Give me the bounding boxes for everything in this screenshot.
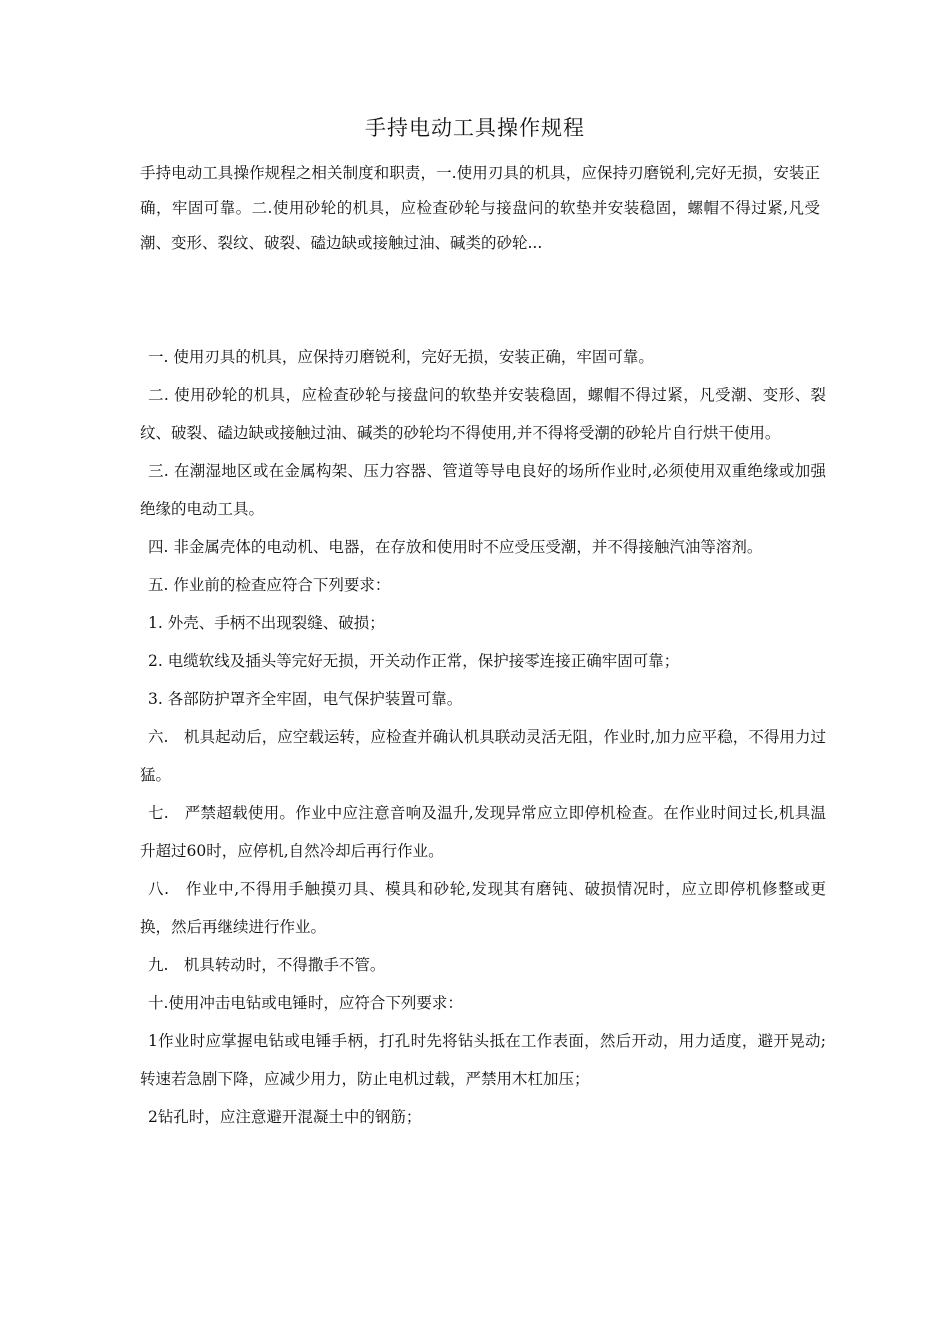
document-summary: 手持电动工具操作规程之相关制度和职责，一.使用刃具的机具，应保持刃磨锐利,完好无损，安装正确，牢固可靠。二.使用砂轮的机具，应检查砂轮与接盘问的软垫并安装稳固，螺帽不得过紧,凡受潮、变形、裂纹、破裂、磕边缺或接触过油、碱类的砂轮...: [140, 164, 820, 252]
paragraph-5-item-2: 2. 电缆软线及插头等完好无损，开关动作正常，保护接零连接正确牢固可靠；: [148, 652, 680, 670]
paragraph-1: 一. 使用刃具的机具，应保持刃磨锐利，完好无损，安装正确，牢固可靠。: [148, 348, 654, 366]
paragraph-5-item-3: 3. 各部防护罩齐全牢固，电气保护装置可靠。: [148, 690, 463, 708]
paragraph-9: 九. 机具转动时，不得撒手不管。: [148, 956, 386, 974]
paragraph-6: 六. 机具起动后，应空载运转，应检查并确认机具联动灵活无阻，作业时,加力应平稳，不得用力过猛。: [140, 728, 826, 784]
document-body: [140, 338, 826, 1136]
document-title: 手持电动工具操作规程: [365, 116, 585, 140]
paragraph-5-item-1: 1. 外壳、手柄不出现裂缝、破损；: [148, 614, 385, 632]
paragraph-10-item-1: 1作业时应掌握电钻或电锤手柄，打孔时先将钻头抵在工作表面，然后开动，用力适度，避开晃动;转速若急剧下降，应减少用力，防止电机过载，严禁用木杠加压；: [140, 1032, 826, 1088]
paragraph-5: 五. 作业前的检查应符合下列要求：: [148, 576, 391, 594]
paragraph-10: 十.使用冲击电钻或电锤时，应符合下列要求：: [148, 994, 463, 1012]
paragraph-7: 七. 严禁超载使用。作业中应注意音响及温升,发现异常应立即停机检查。在作业时间过长,机具温升超过60时，应停机,自然冷却后再行作业。: [140, 804, 826, 860]
paragraph-10-item-2: 2钻孔时，应注意避开混凝土中的钢筋；: [148, 1108, 422, 1126]
paragraph-3: 三. 在潮湿地区或在金属构架、压力容器、管道等导电良好的场所作业时,必须使用双重绝缘或加强绝缘的电动工具。: [140, 462, 826, 518]
paragraph-2: 二. 使用砂轮的机具，应检查砂轮与接盘问的软垫并安装稳固，螺帽不得过紧，凡受潮、变形、裂纹、破裂、磕边缺或接触过油、碱类的砂轮均不得使用,并不得将受潮的砂轮片自行烘干使用。: [140, 386, 826, 442]
paragraph-8: 八. 作业中,不得用手触摸刃具、模具和砂轮,发现其有磨钝、破损情况时，应立即停机修整或更换，然后再继续进行作业。: [140, 880, 826, 936]
paragraph-4: 四. 非金属壳体的电动机、电器，在存放和使用时不应受压受潮，并不得接触汽油等溶剂。: [148, 538, 763, 556]
